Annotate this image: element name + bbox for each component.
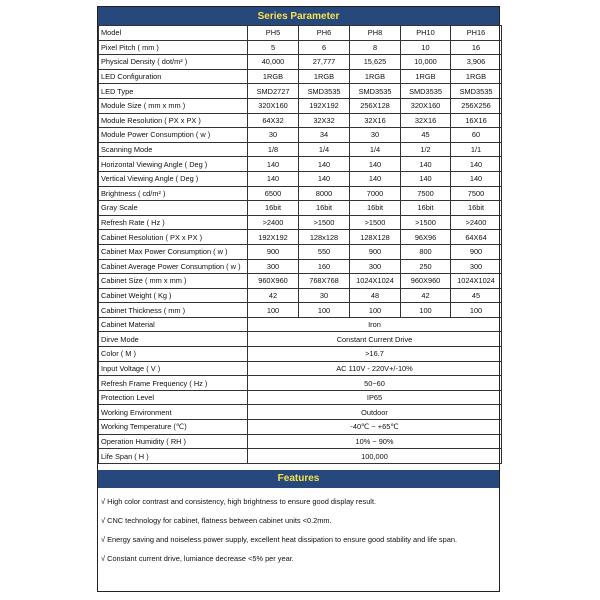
row-value: 60 — [451, 128, 502, 143]
table-row — [99, 215, 502, 230]
table-row — [99, 157, 502, 172]
row-value: 7500 — [451, 186, 502, 201]
table-row — [99, 69, 502, 84]
series-parameter-title: Series Parameter — [98, 7, 499, 25]
row-value: 100,000 — [248, 449, 502, 464]
header-model-label: Model — [99, 26, 248, 41]
row-value: 1/2 — [401, 142, 451, 157]
row-label: Vertical Viewing Angle ( Deg ) — [99, 171, 248, 186]
row-value: Constant Current Drive — [248, 332, 502, 347]
row-label: Cabinet Thickness ( mm ) — [99, 303, 248, 318]
table-row — [99, 40, 502, 55]
row-value: 48 — [350, 288, 401, 303]
row-value: 96X96 — [401, 230, 451, 245]
row-label: Module Resolution ( PX x PX ) — [99, 113, 248, 128]
row-value: SMD2727 — [248, 84, 299, 99]
features-list — [98, 488, 499, 572]
row-label: Brightness ( cd/m² ) — [99, 186, 248, 201]
row-value: 140 — [248, 157, 299, 172]
row-value: 1/8 — [248, 142, 299, 157]
table-row — [99, 142, 502, 157]
row-value: 42 — [401, 288, 451, 303]
row-value: 1RGB — [248, 69, 299, 84]
row-label: Cabinet Resolution ( PX x PX ) — [99, 230, 248, 245]
header-model-ph16: PH16 — [451, 26, 502, 41]
row-label: Life Span ( H ) — [99, 449, 248, 464]
row-value: 10% ~ 90% — [248, 434, 502, 449]
row-value: 16bit — [451, 201, 502, 216]
table-row — [99, 201, 502, 216]
row-label: Gray Scale — [99, 201, 248, 216]
row-value: 100 — [299, 303, 350, 318]
row-value: 32X16 — [350, 113, 401, 128]
row-label: Scanning Mode — [99, 142, 248, 157]
row-value: >1500 — [401, 215, 451, 230]
row-label: Operation Humidity ( RH ) — [99, 434, 248, 449]
row-value: 1/4 — [299, 142, 350, 157]
row-value: 10 — [401, 40, 451, 55]
table-row — [99, 186, 502, 201]
table-row — [99, 434, 502, 449]
row-label: Module Power Consumption ( w ) — [99, 128, 248, 143]
row-value: 1RGB — [299, 69, 350, 84]
row-value: 10,000 — [401, 55, 451, 70]
table-header-row — [99, 26, 502, 41]
row-value: 32X32 — [299, 113, 350, 128]
row-value: -40℃ ~ +65℃ — [248, 420, 502, 435]
parameter-table — [98, 25, 502, 464]
row-label: Input Voltage ( V ) — [99, 361, 248, 376]
row-label: Cabinet Average Power Consumption ( w ) — [99, 259, 248, 274]
header-model-ph6: PH6 — [299, 26, 350, 41]
row-value: 16bit — [248, 201, 299, 216]
row-value: 3,906 — [451, 55, 502, 70]
row-value: 1RGB — [350, 69, 401, 84]
row-value: 6 — [299, 40, 350, 55]
row-value: 128x128 — [299, 230, 350, 245]
row-value: 300 — [350, 259, 401, 274]
row-value: >1500 — [350, 215, 401, 230]
row-value: 768X768 — [299, 274, 350, 289]
table-row — [99, 171, 502, 186]
row-value: 64X32 — [248, 113, 299, 128]
row-value: 900 — [451, 244, 502, 259]
row-label: Working Environment — [99, 405, 248, 420]
row-value: AC 110V - 220V+/-10% — [248, 361, 502, 376]
table-row — [99, 128, 502, 143]
row-value: 900 — [350, 244, 401, 259]
row-value: 320X160 — [248, 98, 299, 113]
row-value: 16bit — [401, 201, 451, 216]
table-row — [99, 347, 502, 362]
row-value: 8000 — [299, 186, 350, 201]
table-row — [99, 230, 502, 245]
row-value: 800 — [401, 244, 451, 259]
row-value: 140 — [299, 171, 350, 186]
row-value: 256X128 — [350, 98, 401, 113]
table-row — [99, 303, 502, 318]
header-model-ph10: PH10 — [401, 26, 451, 41]
table-row — [99, 361, 502, 376]
row-value: 320X160 — [401, 98, 451, 113]
row-value: 16 — [451, 40, 502, 55]
table-row — [99, 274, 502, 289]
row-value: 100 — [451, 303, 502, 318]
row-label: Cabinet Weight ( Kg ) — [99, 288, 248, 303]
parameter-table-body — [99, 26, 502, 464]
row-value: 45 — [401, 128, 451, 143]
row-value: 15,625 — [350, 55, 401, 70]
row-label: Module Size ( mm x mm ) — [99, 98, 248, 113]
table-row — [99, 259, 502, 274]
row-label: LED Type — [99, 84, 248, 99]
table-row — [99, 244, 502, 259]
feature-item: √ Constant current drive, lumiance decrease <5% per year. — [101, 553, 294, 563]
table-row — [99, 84, 502, 99]
row-value: 1/4 — [350, 142, 401, 157]
row-value: 1/1 — [451, 142, 502, 157]
row-label: Protection Level — [99, 390, 248, 405]
row-value: 16bit — [350, 201, 401, 216]
row-value: 960X960 — [248, 274, 299, 289]
row-value: IP65 — [248, 390, 502, 405]
row-label: Horizontal Viewing Angle ( Deg ) — [99, 157, 248, 172]
table-row — [99, 113, 502, 128]
row-value: 160 — [299, 259, 350, 274]
row-label: Dirve Mode — [99, 332, 248, 347]
row-value: >16.7 — [248, 347, 502, 362]
row-value: 192X192 — [248, 230, 299, 245]
table-row — [99, 449, 502, 464]
row-value: 140 — [350, 171, 401, 186]
row-value: SMD3535 — [451, 84, 502, 99]
row-value: 140 — [299, 157, 350, 172]
table-row — [99, 420, 502, 435]
row-value: Outdoor — [248, 405, 502, 420]
table-row — [99, 288, 502, 303]
row-value: 6500 — [248, 186, 299, 201]
features-title: Features — [98, 470, 499, 488]
table-row — [99, 405, 502, 420]
row-value: 140 — [451, 171, 502, 186]
row-value: 1RGB — [401, 69, 451, 84]
row-label: Refresh Frame Frequency ( Hz ) — [99, 376, 248, 391]
row-value: 16X16 — [451, 113, 502, 128]
row-value: >1500 — [299, 215, 350, 230]
row-label: Pixel Pitch ( mm ) — [99, 40, 248, 55]
row-value: 1024X1024 — [451, 274, 502, 289]
row-value: 100 — [401, 303, 451, 318]
row-label: Cabinet Size ( mm x mm ) — [99, 274, 248, 289]
row-value: 250 — [401, 259, 451, 274]
row-value: 140 — [248, 171, 299, 186]
feature-item: √ CNC technology for cabinet, flatness between cabinet units <0.2mm. — [101, 515, 332, 525]
row-value: 5 — [248, 40, 299, 55]
row-value: 100 — [248, 303, 299, 318]
row-label: Cabinet Material — [99, 317, 248, 332]
table-row — [99, 98, 502, 113]
row-label: Refresh Rate ( Hz ) — [99, 215, 248, 230]
row-value: 16bit — [299, 201, 350, 216]
feature-item: √ Energy saving and noiseless power supply, excellent heat dissipation to ensure good stability and life span. — [101, 534, 458, 544]
header-model-ph8: PH8 — [350, 26, 401, 41]
row-label: Working Temperature (℃) — [99, 420, 248, 435]
row-value: 42 — [248, 288, 299, 303]
row-value: 8 — [350, 40, 401, 55]
row-value: >2400 — [451, 215, 502, 230]
row-value: 256X256 — [451, 98, 502, 113]
row-value: 300 — [451, 259, 502, 274]
row-value: SMD3535 — [299, 84, 350, 99]
table-row — [99, 390, 502, 405]
row-value: 30 — [248, 128, 299, 143]
table-row — [99, 332, 502, 347]
row-value: 300 — [248, 259, 299, 274]
row-value: 128X128 — [350, 230, 401, 245]
row-value: 192X192 — [299, 98, 350, 113]
row-value: 100 — [350, 303, 401, 318]
row-value: 140 — [401, 157, 451, 172]
row-value: 960X960 — [401, 274, 451, 289]
row-value: 40,000 — [248, 55, 299, 70]
row-value: 900 — [248, 244, 299, 259]
table-row — [99, 317, 502, 332]
row-value: 34 — [299, 128, 350, 143]
row-label: Color ( M ) — [99, 347, 248, 362]
row-value: 140 — [451, 157, 502, 172]
spec-sheet — [97, 6, 500, 592]
row-label: LED Configuration — [99, 69, 248, 84]
row-value: SMD3535 — [350, 84, 401, 99]
table-row — [99, 376, 502, 391]
row-value: 27,777 — [299, 55, 350, 70]
row-value: 32X16 — [401, 113, 451, 128]
row-value: 45 — [451, 288, 502, 303]
row-value: 1RGB — [451, 69, 502, 84]
row-value: 64X64 — [451, 230, 502, 245]
row-value: 1024X1024 — [350, 274, 401, 289]
row-value: Iron — [248, 317, 502, 332]
row-value: 140 — [401, 171, 451, 186]
row-value: 140 — [350, 157, 401, 172]
row-label: Cabinet Max Power Consumption ( w ) — [99, 244, 248, 259]
table-row — [99, 55, 502, 70]
row-value: 50~60 — [248, 376, 502, 391]
row-value: 7500 — [401, 186, 451, 201]
header-model-ph5: PH5 — [248, 26, 299, 41]
row-value: 30 — [350, 128, 401, 143]
row-label: Physical Density ( dot/m² ) — [99, 55, 248, 70]
row-value: SMD3535 — [401, 84, 451, 99]
row-value: 550 — [299, 244, 350, 259]
feature-item: √ High color contrast and consistency, high brightness to ensure good display result. — [101, 496, 377, 506]
row-value: >2400 — [248, 215, 299, 230]
row-value: 7000 — [350, 186, 401, 201]
row-value: 30 — [299, 288, 350, 303]
